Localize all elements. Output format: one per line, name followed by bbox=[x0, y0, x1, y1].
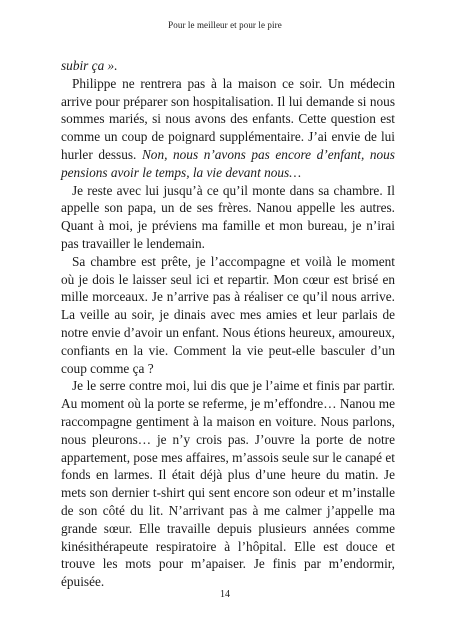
paragraph bbox=[61, 75, 395, 182]
page-number: 14 bbox=[220, 589, 230, 600]
paragraph: Sa chambre est prête, je l’accompagne et voilà le moment où je dois le laisser seul ici et repartir. Mon cœur est brisé en mille morceaux. Je n’arrive pas à réaliser ce qu’il nous arrive. La veille au soir, je dinais avec mes amies et leur parlais de notre envie d’avoir un enfant. Nous étions heureux, amoureux, confiants en la vie. Comment la vie peut-elle basculer d’un coup comme ça ? bbox=[61, 253, 395, 376]
paragraph-text: Philippe ne rentrera pas à la maison ce soir. Un médecin arrive pour préparer son hospitalisation. Il lui demande si nous sommes mariés, si nous avons des enfants. Cette question est comme un coup de poignard supplémentaire. J’ai envie de lui hurler dessus. bbox=[61, 75, 395, 162]
italic-text: subir ça ». bbox=[61, 58, 118, 73]
paragraph: Je reste avec lui jusqu’à ce qu’il monte dans sa chambre. Il appelle son papa, un de ses frères. Nanou appelle les autres. Quant à moi, je préviens ma famille et mon bureau, je n’irai pas travailler le lendemain. bbox=[61, 182, 395, 251]
paragraph-continued bbox=[61, 57, 395, 75]
paragraph: Je le serre contre moi, lui dis que je l’aime et finis par partir. Au moment où la porte se referme, je m’effondre… Nanou me raccompagne gentiment à la maison en voiture. Nous parlons, nous pleurons… je n’y crois pas. J’ouvre la porte de notre appartement, pose mes affaires, m’assois seule sur le canapé et fonds en larmes. Il était déjà plus d’une heure du matin. Je mets son dernier t-shirt qui sent encore son odeur et m’installe de son côté du lit. N’arrivant pas à me calmer j’appelle ma grande sœur. Elle travaille depuis plusieurs années comme kinésithérapeute respiratoire à l’hôpital. Elle est douce et trouve les mots pour m’apaiser. Je finis par m’endormir, épuisée. bbox=[61, 378, 395, 590]
body-text bbox=[61, 57, 395, 591]
italic-text: Non, nous n’avons pas encore d’enfant, nous pensions avoir le temps, la vie devant nous… bbox=[61, 146, 395, 180]
running-header: Pour le meilleur et pour le pire bbox=[168, 20, 282, 30]
